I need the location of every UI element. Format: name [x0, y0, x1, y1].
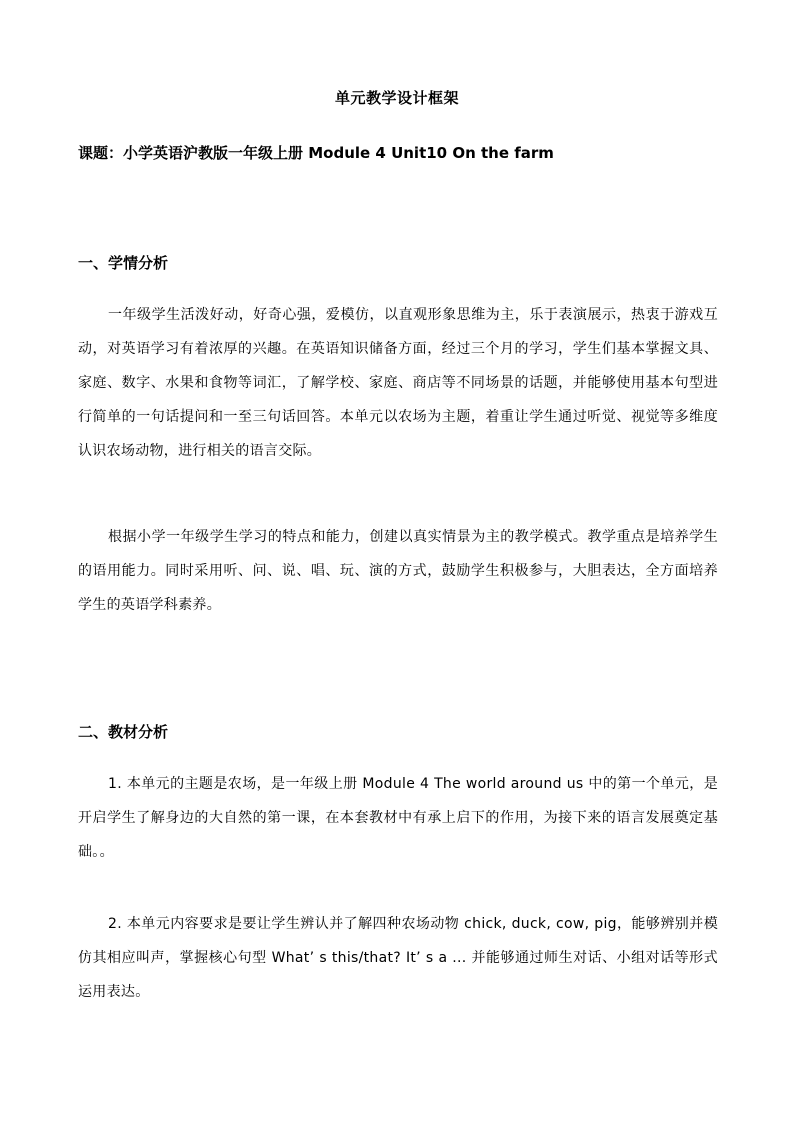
paragraph: 根据小学一年级学生学习的特点和能力，创建以真实情景为主的教学模式。教学重点是培养学生的语用能力。同时采用听、问、说、唱、玩、演的方式，鼓励学生积极参与，大胆表达，全方面培养学生的英语学科素养。 [78, 529, 718, 613]
paragraph: 1. 本单元的主题是农场，是一年级上册 Module 4 The world around us 中的第一个单元，是开启学生了解身边的大自然的第一课，在本套教材中有承上启下的作用，为接下来的语言发展奠定基础。。 [78, 776, 718, 860]
paragraph: 2. 本单元内容要求是要让学生辨认并了解四种农场动物 chick, duck, cow, pig，能够辨别并模仿其相应叫声，掌握核心句型 What’ s this/that? It’ s a ... 并能够通过师生对话、小组对话等形式运用表达。 [78, 916, 718, 1000]
section-heading-textbook-analysis: 二、教材分析 [78, 723, 169, 741]
paragraph: 一年级学生活泼好动，好奇心强，爱模仿，以直观形象思维为主，乐于表演展示，热衷于游戏互动，对英语学习有着浓厚的兴趣。在英语知识储备方面，经过三个月的学习，学生们基本掌握文具、家庭、数字、水果和食物等词汇，了解学校、家庭、商店等不同场景的话题，并能够使用基本句型进行简单的一句话提问和一至三句话回答。本单元以农场为主题，着重让学生通过听觉、视觉等多维度认识农场动物，进行相关的语言交际。 [78, 307, 718, 459]
document-title: 单元教学设计框架 [334, 89, 459, 107]
lesson-topic: 课题：小学英语沪教版一年级上册 Module 4 Unit10 On the farm [78, 144, 554, 162]
section-heading-student-analysis: 一、学情分析 [78, 254, 169, 272]
